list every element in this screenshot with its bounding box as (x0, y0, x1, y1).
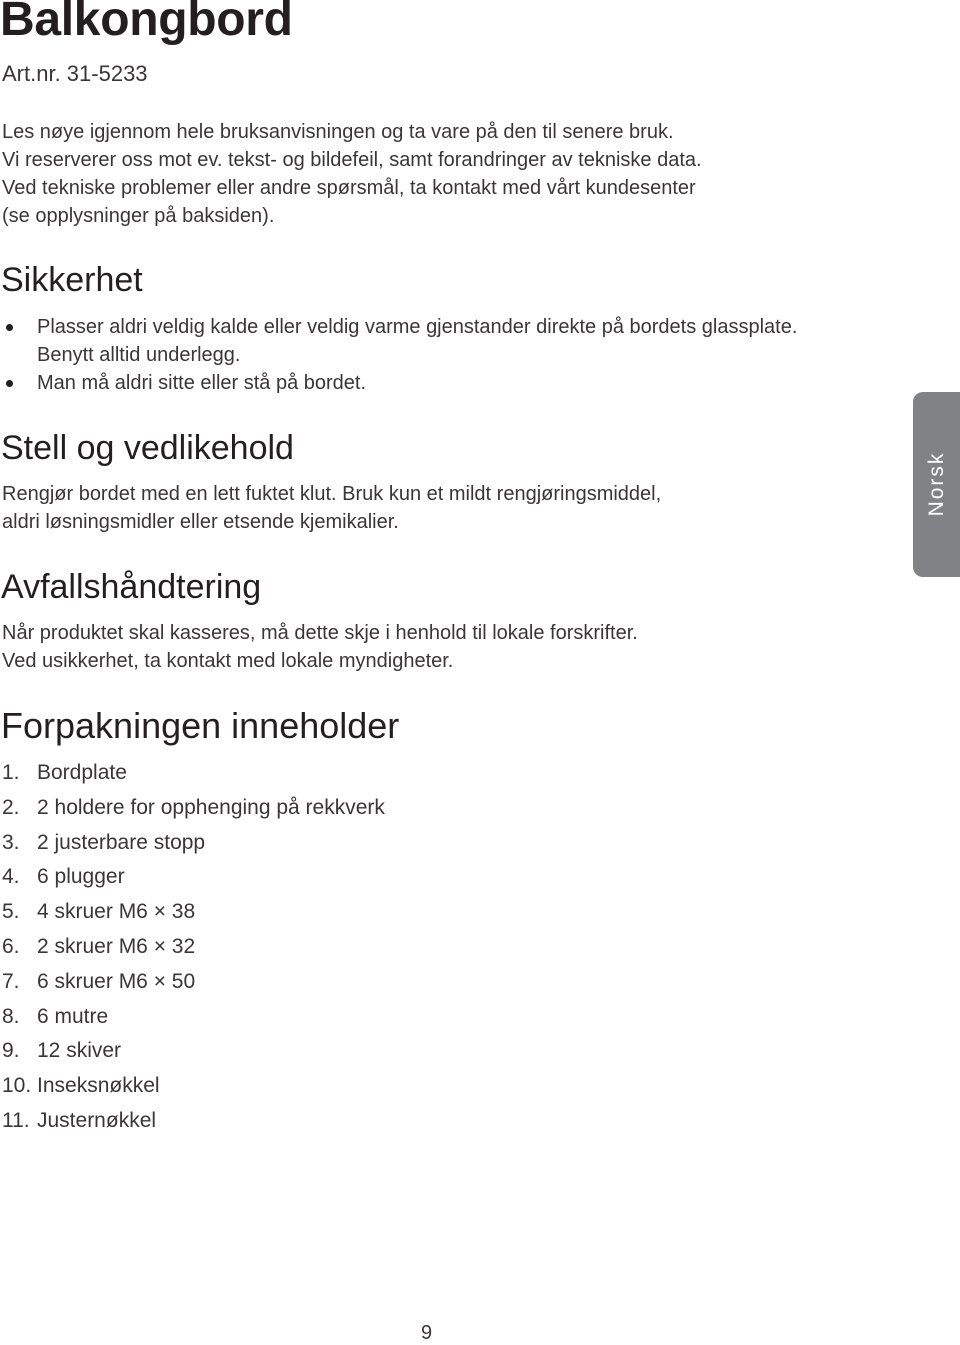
list-item-number: 1. (2, 761, 20, 784)
list-item-text: 2 skruer M6 × 32 (37, 934, 196, 958)
list-item-number: 9. (2, 1039, 20, 1063)
list-item (2, 793, 385, 828)
list-item-number: 2. (2, 795, 20, 819)
page-title: Balkongbord (0, 0, 293, 46)
intro-line: Vi reserverer oss mot ev. tekst- og bildefeil, samt forandringer av tekniske data. (2, 149, 702, 171)
safety-item-text-continued: Benytt alltid underlegg. (37, 344, 241, 366)
article-number: Art.nr. 31-5233 (2, 61, 148, 86)
list-item-text: 12 skiver (37, 1039, 122, 1063)
list-item (2, 1106, 385, 1141)
safety-list (2, 313, 797, 397)
list-item-text: Inseksnøkkel (37, 1074, 160, 1098)
list-item-number: 8. (2, 1004, 20, 1028)
list-item-text: 6 plugger (37, 865, 125, 889)
list-item-number: 11. (2, 1108, 30, 1132)
list-item (2, 1036, 385, 1071)
list-item (2, 862, 385, 897)
bullet-icon (6, 324, 13, 331)
list-item-text: 6 mutre (37, 1004, 109, 1028)
list-item-text: Justernøkkel (37, 1108, 157, 1132)
safety-heading: Sikkerhet (1, 261, 143, 299)
bullet-icon (6, 380, 13, 387)
care-line: aldri løsningsmidler eller etsende kjemikalier. (2, 511, 399, 533)
list-item-text: 4 skruer M6 × 38 (37, 900, 196, 924)
safety-item (2, 313, 797, 369)
safety-item-text: Plasser aldri veldig kalde eller veldig varme gjenstander direkte på bordets glassplate. (37, 316, 798, 338)
list-item-number: 4. (2, 865, 20, 889)
contents-heading: Forpakningen inneholder (1, 705, 400, 746)
care-heading: Stell og vedlikehold (1, 429, 294, 467)
intro-line: Les nøye igjennom hele bruksanvisningen og ta vare på den til senere bruk. (2, 121, 674, 143)
care-paragraph (2, 480, 661, 536)
disposal-line: Ved usikkerhet, ta kontakt med lokale myndigheter. (2, 650, 454, 672)
intro-paragraph (2, 118, 702, 230)
list-item (2, 967, 385, 1002)
list-item-text: 2 justerbare stopp (37, 830, 206, 854)
list-item (2, 758, 385, 793)
list-item (2, 897, 385, 932)
contents-list (2, 758, 385, 1141)
list-item-text: 2 holdere for opphenging på rekkverk (37, 795, 385, 819)
list-item-text: 6 skruer M6 × 50 (37, 969, 196, 993)
intro-line: Ved tekniske problemer eller andre spørsmål, ta kontakt med vårt kundesenter (2, 177, 696, 199)
safety-item-text: Man må aldri sitte eller stå på bordet. (37, 372, 367, 394)
list-item-number: 10. (2, 1074, 32, 1098)
list-item (2, 1071, 385, 1106)
list-item-number: 7. (2, 969, 20, 993)
disposal-heading: Avfallshåndtering (1, 568, 262, 606)
care-line: Rengjør bordet med en lett fuktet klut. Bruk kun et mildt rengjøringsmiddel, (2, 483, 662, 505)
list-item-number: 6. (2, 934, 20, 958)
list-item (2, 1002, 385, 1037)
page-number: 9 (421, 1322, 433, 1344)
safety-item (2, 369, 797, 397)
intro-line: (se opplysninger på baksiden). (2, 205, 275, 227)
list-item-number: 3. (2, 830, 20, 854)
list-item (2, 932, 385, 967)
list-item-number: 5. (2, 900, 20, 924)
disposal-line: Når produktet skal kasseres, må dette skje i henhold til lokale forskrifter. (2, 622, 638, 644)
list-item-text: Bordplate (37, 761, 127, 784)
language-tab-label: Norsk (925, 451, 948, 517)
list-item (2, 828, 385, 863)
disposal-paragraph (2, 619, 638, 675)
